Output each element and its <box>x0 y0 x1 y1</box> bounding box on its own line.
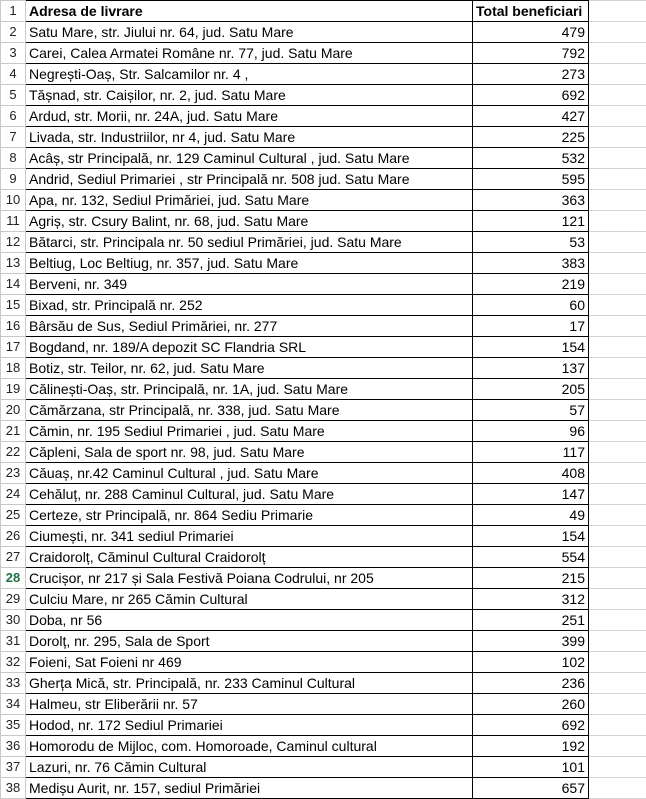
empty-cell[interactable] <box>589 127 646 148</box>
address-cell[interactable]: Gherța Mică, str. Principală, nr. 233 Caminul Cultural <box>26 673 473 694</box>
header-row <box>1 1 646 22</box>
empty-cell[interactable] <box>589 337 646 358</box>
address-cell[interactable]: Bogdand, nr. 189/A depozit SC Flandria SRL <box>26 337 473 358</box>
address-cell[interactable]: Căpleni, Sala de sport nr. 98, jud. Satu Mare <box>26 442 473 463</box>
table-row <box>1 358 646 379</box>
address-cell[interactable]: Ciumești, nr. 341 sediul Primariei <box>26 526 473 547</box>
address-cell[interactable]: Cehăluț, nr. 288 Caminul Cultural, jud. Satu Mare <box>26 484 473 505</box>
table-row <box>1 526 646 547</box>
table-row <box>1 274 646 295</box>
total-cell[interactable]: 236 <box>473 673 589 694</box>
row-number[interactable]: 4 <box>1 64 26 85</box>
row-number[interactable]: 26 <box>1 526 26 547</box>
address-cell[interactable]: Hodod, nr. 172 Sediul Primariei <box>26 715 473 736</box>
address-cell[interactable]: Foieni, Sat Foieni nr 469 <box>26 652 473 673</box>
table-row <box>1 379 646 400</box>
total-cell[interactable]: 595 <box>473 169 589 190</box>
address-cell[interactable]: Livada, str. Industriilor, nr 4, jud. Satu Mare <box>26 127 473 148</box>
address-cell[interactable]: Negrești-Oaș, Str. Salcamilor nr. 4 , <box>26 64 473 85</box>
table-row <box>1 757 646 778</box>
total-cell[interactable]: 60 <box>473 295 589 316</box>
table-row <box>1 148 646 169</box>
address-cell[interactable]: Culciu Mare, nr 265 Cămin Cultural <box>26 589 473 610</box>
table-row <box>1 421 646 442</box>
table-row <box>1 337 646 358</box>
address-cell[interactable]: Călinești-Oaș, str. Principală, nr. 1A, jud. Satu Mare <box>26 379 473 400</box>
address-cell[interactable]: Berveni, nr. 349 <box>26 274 473 295</box>
total-cell[interactable]: 96 <box>473 421 589 442</box>
address-cell[interactable]: Homorodu de Mijloc, com. Homoroade, Caminul cultural <box>26 736 473 757</box>
row-number[interactable]: 31 <box>1 631 26 652</box>
total-cell[interactable]: 225 <box>473 127 589 148</box>
row-number[interactable]: 3 <box>1 43 26 64</box>
table-row <box>1 484 646 505</box>
empty-cell[interactable] <box>589 547 646 568</box>
address-cell[interactable]: Cămărzana, str Principală, nr. 338, jud. Satu Mare <box>26 400 473 421</box>
table-row <box>1 442 646 463</box>
row-number[interactable]: 5 <box>1 85 26 106</box>
row-number[interactable]: 36 <box>1 736 26 757</box>
table-row <box>1 547 646 568</box>
empty-cell[interactable] <box>589 736 646 757</box>
total-cell[interactable]: 554 <box>473 547 589 568</box>
row-number[interactable]: 17 <box>1 337 26 358</box>
total-cell[interactable]: 17 <box>473 316 589 337</box>
total-cell[interactable]: 792 <box>473 43 589 64</box>
total-cell[interactable]: 192 <box>473 736 589 757</box>
row-number[interactable]: 34 <box>1 694 26 715</box>
row-number[interactable]: 23 <box>1 463 26 484</box>
empty-cell[interactable] <box>589 568 646 589</box>
table-row <box>1 568 646 589</box>
table-row <box>1 22 646 43</box>
table-row <box>1 652 646 673</box>
total-cell[interactable]: 102 <box>473 652 589 673</box>
address-cell[interactable]: Halmeu, str Eliberării nr. 57 <box>26 694 473 715</box>
table-row <box>1 211 646 232</box>
row-number[interactable]: 22 <box>1 442 26 463</box>
address-cell[interactable]: Crucișor, nr 217 și Sala Festivă Poiana Codrului, nr 205 <box>26 568 473 589</box>
total-cell[interactable]: 117 <box>473 442 589 463</box>
address-cell[interactable]: Certeze, str Principală, nr. 864 Sediu Primarie <box>26 505 473 526</box>
row-number[interactable]: 28 <box>1 568 26 589</box>
total-cell[interactable]: 363 <box>473 190 589 211</box>
column-header-total[interactable]: Total beneficiari <box>473 1 589 22</box>
address-cell[interactable]: Botiz, str. Teilor, nr. 62, jud. Satu Mare <box>26 358 473 379</box>
total-cell[interactable]: 408 <box>473 463 589 484</box>
total-cell[interactable]: 147 <box>473 484 589 505</box>
address-cell[interactable]: Acâș, str Principală, nr. 129 Caminul Cultural , jud. Satu Mare <box>26 148 473 169</box>
empty-cell[interactable] <box>589 169 646 190</box>
table-row <box>1 316 646 337</box>
empty-cell[interactable] <box>589 148 646 169</box>
row-number[interactable]: 25 <box>1 505 26 526</box>
address-cell[interactable]: Bătarci, str. Principala nr. 50 sediul Primăriei, jud. Satu Mare <box>26 232 473 253</box>
empty-cell[interactable] <box>589 85 646 106</box>
row-number[interactable]: 6 <box>1 106 26 127</box>
empty-cell[interactable] <box>589 211 646 232</box>
empty-cell[interactable] <box>589 610 646 631</box>
address-cell[interactable]: Agriș, str. Csury Balint, nr. 68, jud. Satu Mare <box>26 211 473 232</box>
row-number[interactable]: 15 <box>1 295 26 316</box>
address-cell[interactable]: Satu Mare, str. Jiului nr. 64, jud. Satu Mare <box>26 22 473 43</box>
total-cell[interactable]: 154 <box>473 526 589 547</box>
address-cell[interactable]: Carei, Calea Armatei Române nr. 77, jud. Satu Mare <box>26 43 473 64</box>
row-number[interactable]: 20 <box>1 400 26 421</box>
total-cell[interactable]: 137 <box>473 358 589 379</box>
empty-cell[interactable] <box>589 22 646 43</box>
table-row <box>1 400 646 421</box>
table-row <box>1 673 646 694</box>
table-row <box>1 127 646 148</box>
total-cell[interactable]: 53 <box>473 232 589 253</box>
total-cell[interactable]: 399 <box>473 631 589 652</box>
empty-cell[interactable] <box>589 253 646 274</box>
row-number[interactable]: 21 <box>1 421 26 442</box>
address-cell[interactable]: Bixad, str. Principală nr. 252 <box>26 295 473 316</box>
total-cell[interactable]: 49 <box>473 505 589 526</box>
total-cell[interactable]: 427 <box>473 106 589 127</box>
row-number[interactable]: 8 <box>1 148 26 169</box>
table-row <box>1 715 646 736</box>
address-cell[interactable]: Tășnad, str. Caișilor, nr. 2, jud. Satu Mare <box>26 85 473 106</box>
row-number[interactable]: 10 <box>1 190 26 211</box>
row-number[interactable]: 32 <box>1 652 26 673</box>
address-cell[interactable]: Doba, nr 56 <box>26 610 473 631</box>
empty-cell[interactable] <box>589 43 646 64</box>
total-cell[interactable]: 692 <box>473 85 589 106</box>
address-cell[interactable]: Beltiug, Loc Beltiug, nr. 357, jud. Satu Mare <box>26 253 473 274</box>
table-row <box>1 253 646 274</box>
row-number[interactable]: 37 <box>1 757 26 778</box>
table-row <box>1 85 646 106</box>
total-cell[interactable]: 251 <box>473 610 589 631</box>
empty-cell[interactable] <box>589 589 646 610</box>
empty-cell[interactable] <box>589 64 646 85</box>
empty-cell[interactable] <box>589 526 646 547</box>
address-cell[interactable]: Lazuri, nr. 76 Cămin Cultural <box>26 757 473 778</box>
address-cell[interactable]: Căuaș, nr.42 Caminul Cultural , jud. Satu Mare <box>26 463 473 484</box>
table-row <box>1 778 646 799</box>
total-cell[interactable]: 57 <box>473 400 589 421</box>
empty-cell[interactable] <box>589 379 646 400</box>
row-number[interactable]: 18 <box>1 358 26 379</box>
empty-cell[interactable] <box>589 673 646 694</box>
row-number[interactable]: 13 <box>1 253 26 274</box>
table-row <box>1 232 646 253</box>
address-cell[interactable]: Cămin, nr. 195 Sediul Primariei , jud. Satu Mare <box>26 421 473 442</box>
total-cell[interactable]: 260 <box>473 694 589 715</box>
row-number[interactable]: 19 <box>1 379 26 400</box>
row-number[interactable]: 14 <box>1 274 26 295</box>
row-number[interactable]: 7 <box>1 127 26 148</box>
table-row <box>1 736 646 757</box>
table-row <box>1 505 646 526</box>
empty-cell[interactable] <box>589 778 646 799</box>
table-row <box>1 589 646 610</box>
row-number[interactable]: 12 <box>1 232 26 253</box>
total-cell[interactable]: 273 <box>473 64 589 85</box>
table-row <box>1 106 646 127</box>
empty-cell[interactable] <box>589 232 646 253</box>
table-row <box>1 64 646 85</box>
empty-cell[interactable] <box>589 463 646 484</box>
total-cell[interactable]: 532 <box>473 148 589 169</box>
empty-cell[interactable] <box>589 106 646 127</box>
row-number[interactable]: 9 <box>1 169 26 190</box>
total-cell[interactable]: 121 <box>473 211 589 232</box>
empty-cell[interactable] <box>589 715 646 736</box>
total-cell[interactable]: 479 <box>473 22 589 43</box>
table-row <box>1 694 646 715</box>
address-cell[interactable]: Craidorolț, Căminul Cultural Craidorolț <box>26 547 473 568</box>
empty-cell[interactable] <box>589 316 646 337</box>
row-number[interactable]: 30 <box>1 610 26 631</box>
row-number[interactable]: 29 <box>1 589 26 610</box>
row-number[interactable]: 35 <box>1 715 26 736</box>
address-cell[interactable]: Dorolț, nr. 295, Sala de Sport <box>26 631 473 652</box>
table-row <box>1 43 646 64</box>
table-row <box>1 631 646 652</box>
row-number[interactable]: 16 <box>1 316 26 337</box>
row-number[interactable]: 33 <box>1 673 26 694</box>
address-cell[interactable]: Ardud, str. Morii, nr. 24A, jud. Satu Mare <box>26 106 473 127</box>
empty-cell[interactable] <box>589 694 646 715</box>
empty-cell[interactable] <box>589 421 646 442</box>
row-number[interactable]: 38 <box>1 778 26 799</box>
table-row <box>1 610 646 631</box>
empty-cell[interactable] <box>589 442 646 463</box>
table-row <box>1 463 646 484</box>
empty-cell[interactable] <box>589 631 646 652</box>
empty-cell[interactable] <box>589 484 646 505</box>
total-cell[interactable]: 383 <box>473 253 589 274</box>
total-cell[interactable]: 219 <box>473 274 589 295</box>
address-cell[interactable]: Andrid, Sediul Primariei , str Principală nr. 508 jud. Satu Mare <box>26 169 473 190</box>
total-cell[interactable]: 101 <box>473 757 589 778</box>
address-cell[interactable]: Bârsău de Sus, Sediul Primăriei, nr. 277 <box>26 316 473 337</box>
total-cell[interactable]: 692 <box>473 715 589 736</box>
total-cell[interactable]: 312 <box>473 589 589 610</box>
address-cell[interactable]: Apa, nr. 132, Sediul Primăriei, jud. Satu Mare <box>26 190 473 211</box>
empty-cell[interactable] <box>589 1 646 22</box>
total-cell[interactable]: 657 <box>473 778 589 799</box>
row-number[interactable]: 2 <box>1 22 26 43</box>
empty-cell[interactable] <box>589 274 646 295</box>
table-row <box>1 190 646 211</box>
empty-cell[interactable] <box>589 358 646 379</box>
table-row <box>1 295 646 316</box>
empty-cell[interactable] <box>589 190 646 211</box>
empty-cell[interactable] <box>589 295 646 316</box>
row-number[interactable]: 11 <box>1 211 26 232</box>
row-number[interactable]: 1 <box>1 1 26 22</box>
empty-cell[interactable] <box>589 757 646 778</box>
address-cell[interactable]: Medișu Aurit, nr. 157, sediul Primăriei <box>26 778 473 799</box>
row-number[interactable]: 24 <box>1 484 26 505</box>
total-cell[interactable]: 215 <box>473 568 589 589</box>
row-number[interactable]: 27 <box>1 547 26 568</box>
total-cell[interactable]: 154 <box>473 337 589 358</box>
empty-cell[interactable] <box>589 505 646 526</box>
empty-cell[interactable] <box>589 652 646 673</box>
empty-cell[interactable] <box>589 400 646 421</box>
total-cell[interactable]: 205 <box>473 379 589 400</box>
column-header-address[interactable]: Adresa de livrare <box>26 1 473 22</box>
table-row <box>1 169 646 190</box>
